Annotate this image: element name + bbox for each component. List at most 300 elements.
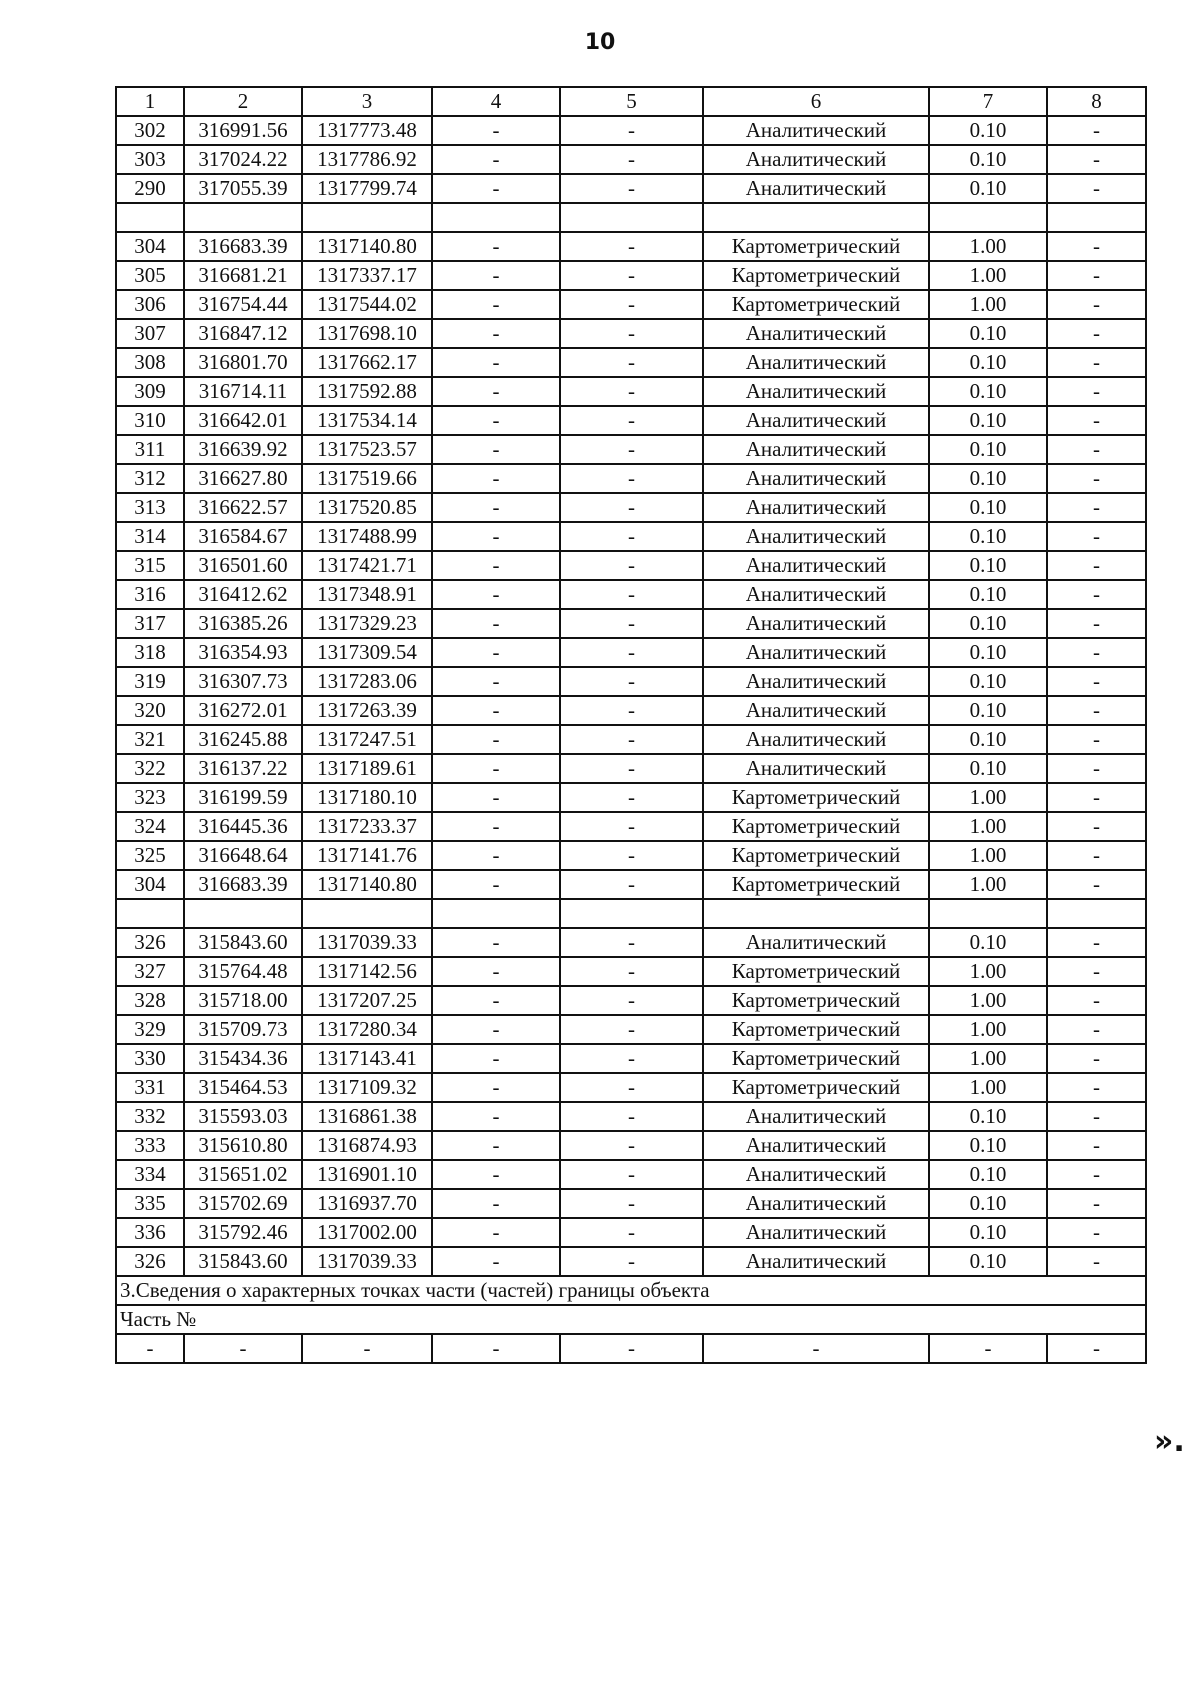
table-cell: - <box>1047 290 1146 319</box>
table-cell: - <box>1047 638 1146 667</box>
table-cell: 334 <box>116 1160 184 1189</box>
section-3-title-text: 3.Сведения о характерных точках части (частей) границы объекта <box>116 1276 1146 1305</box>
table-cell: - <box>432 1247 560 1276</box>
table-cell: - <box>560 1131 703 1160</box>
table-cell: - <box>1047 145 1146 174</box>
table-cell: 0.10 <box>929 754 1047 783</box>
table-cell: - <box>1047 841 1146 870</box>
table-cell: 1317180.10 <box>302 783 432 812</box>
table-cell <box>432 899 560 928</box>
table-cell: - <box>1047 348 1146 377</box>
table-cell: 1317140.80 <box>302 870 432 899</box>
table-cell: - <box>1047 116 1146 145</box>
table-cell: 311 <box>116 435 184 464</box>
table-cell: 316385.26 <box>184 609 302 638</box>
table-cell: 307 <box>116 319 184 348</box>
table-cell: 1317662.17 <box>302 348 432 377</box>
table-cell: 333 <box>116 1131 184 1160</box>
table-row <box>116 493 1146 522</box>
table-cell: 318 <box>116 638 184 667</box>
table-cell: 1317488.99 <box>302 522 432 551</box>
table-cell: 0.10 <box>929 174 1047 203</box>
table-cell: 0.10 <box>929 377 1047 406</box>
table-cell: Аналитический <box>703 609 929 638</box>
table-cell: - <box>1047 957 1146 986</box>
table-cell: 0.10 <box>929 725 1047 754</box>
table-cell: - <box>1047 551 1146 580</box>
table-cell: 305 <box>116 261 184 290</box>
table-cell: 326 <box>116 928 184 957</box>
table-cell <box>703 203 929 232</box>
table-cell: - <box>560 580 703 609</box>
table-cell: - <box>1047 319 1146 348</box>
table-cell: - <box>560 609 703 638</box>
table-cell: - <box>1047 812 1146 841</box>
table-row <box>116 580 1146 609</box>
table-cell: Аналитический <box>703 1218 929 1247</box>
table-row <box>116 145 1146 174</box>
table-cell: - <box>302 1334 432 1363</box>
table-cell: - <box>432 1218 560 1247</box>
table-cell: - <box>432 638 560 667</box>
table-cell: - <box>560 928 703 957</box>
table-cell: 1317309.54 <box>302 638 432 667</box>
table-cell: 304 <box>116 232 184 261</box>
table-cell: 329 <box>116 1015 184 1044</box>
table-row <box>116 609 1146 638</box>
table-cell: 317 <box>116 609 184 638</box>
table-cell: Аналитический <box>703 696 929 725</box>
table-cell: 0.10 <box>929 522 1047 551</box>
table-cell: 330 <box>116 1044 184 1073</box>
table-cell: - <box>432 290 560 319</box>
table-cell: - <box>560 116 703 145</box>
table-cell: - <box>432 754 560 783</box>
table-cell: - <box>432 1131 560 1160</box>
table-cell: 1317786.92 <box>302 145 432 174</box>
coordinates-table <box>115 86 1147 1364</box>
table-cell: 335 <box>116 1189 184 1218</box>
table-row <box>116 783 1146 812</box>
table-cell: Аналитический <box>703 551 929 580</box>
table-cell: 316199.59 <box>184 783 302 812</box>
section-3-title <box>116 1276 1146 1305</box>
table-cell: 314 <box>116 522 184 551</box>
table-cell: 1.00 <box>929 783 1047 812</box>
table-row <box>116 203 1146 232</box>
table-cell: - <box>432 1334 560 1363</box>
table-cell: 315764.48 <box>184 957 302 986</box>
table-cell: - <box>1047 580 1146 609</box>
table-cell: - <box>1047 377 1146 406</box>
table-cell: - <box>1047 1247 1146 1276</box>
table-cell <box>560 899 703 928</box>
table-cell: - <box>1047 986 1146 1015</box>
table-cell: - <box>432 319 560 348</box>
table-cell: Аналитический <box>703 174 929 203</box>
table-row <box>116 899 1146 928</box>
table-cell: 0.10 <box>929 667 1047 696</box>
table-cell: 306 <box>116 290 184 319</box>
table-cell: - <box>560 1073 703 1102</box>
table-cell: 8 <box>1047 87 1146 116</box>
table-cell: 316714.11 <box>184 377 302 406</box>
table-cell: - <box>1047 696 1146 725</box>
table-row <box>116 1189 1146 1218</box>
table-cell: - <box>1047 232 1146 261</box>
table-row <box>116 1015 1146 1044</box>
table-cell: - <box>432 812 560 841</box>
table-cell: Аналитический <box>703 1102 929 1131</box>
table-cell: 0.10 <box>929 464 1047 493</box>
table-cell: 1317329.23 <box>302 609 432 638</box>
table-cell: 315709.73 <box>184 1015 302 1044</box>
table-cell: Аналитический <box>703 667 929 696</box>
table-cell: 1317263.39 <box>302 696 432 725</box>
table-cell: 7 <box>929 87 1047 116</box>
table-cell: 326 <box>116 1247 184 1276</box>
table-cell: - <box>432 261 560 290</box>
table-cell: Картометрический <box>703 1044 929 1073</box>
table-cell: - <box>1047 1189 1146 1218</box>
table-cell: 1316937.70 <box>302 1189 432 1218</box>
table-cell: Аналитический <box>703 580 929 609</box>
table-cell: Аналитический <box>703 406 929 435</box>
table-cell: - <box>560 464 703 493</box>
table-row <box>116 638 1146 667</box>
table-cell: - <box>432 609 560 638</box>
table-cell: 1317002.00 <box>302 1218 432 1247</box>
table-cell: 316847.12 <box>184 319 302 348</box>
table-cell: 315792.46 <box>184 1218 302 1247</box>
table-cell: 1.00 <box>929 232 1047 261</box>
table-cell: 1317109.32 <box>302 1073 432 1102</box>
table-cell: 316681.21 <box>184 261 302 290</box>
table-cell: - <box>560 1015 703 1044</box>
table-cell: - <box>560 145 703 174</box>
table-cell: 323 <box>116 783 184 812</box>
table-cell: Картометрический <box>703 812 929 841</box>
table-cell: - <box>560 377 703 406</box>
table-cell: 315 <box>116 551 184 580</box>
table-cell: - <box>432 348 560 377</box>
table-cell: 321 <box>116 725 184 754</box>
table-body <box>116 87 1146 1363</box>
table-cell: 322 <box>116 754 184 783</box>
table-cell: - <box>432 116 560 145</box>
table-cell <box>929 899 1047 928</box>
table-row <box>116 1102 1146 1131</box>
table-row <box>116 464 1146 493</box>
table-cell: - <box>560 986 703 1015</box>
table-cell: Аналитический <box>703 319 929 348</box>
table-cell: - <box>560 1160 703 1189</box>
table-cell: - <box>560 551 703 580</box>
table-cell: - <box>1047 1334 1146 1363</box>
table-cell: - <box>1047 493 1146 522</box>
table-cell: Картометрический <box>703 290 929 319</box>
table-cell: 6 <box>703 87 929 116</box>
table-cell: 316683.39 <box>184 870 302 899</box>
table-cell: - <box>1047 928 1146 957</box>
table-cell: 304 <box>116 870 184 899</box>
table-cell: 336 <box>116 1218 184 1247</box>
table-cell: - <box>432 957 560 986</box>
table-row <box>116 754 1146 783</box>
table-row <box>116 1160 1146 1189</box>
table-cell: - <box>432 174 560 203</box>
table-cell: 3 <box>302 87 432 116</box>
table-cell: 316648.64 <box>184 841 302 870</box>
table-cell: 0.10 <box>929 580 1047 609</box>
table-cell: 319 <box>116 667 184 696</box>
table-cell: - <box>560 1044 703 1073</box>
table-cell: - <box>184 1334 302 1363</box>
table-cell: 312 <box>116 464 184 493</box>
table-cell: 5 <box>560 87 703 116</box>
table-cell: - <box>560 261 703 290</box>
table-cell: - <box>560 841 703 870</box>
table-cell: 310 <box>116 406 184 435</box>
table-cell: - <box>1047 1102 1146 1131</box>
table-cell: - <box>560 870 703 899</box>
table-cell: Аналитический <box>703 493 929 522</box>
table-cell: 2 <box>184 87 302 116</box>
table-cell: 290 <box>116 174 184 203</box>
table-row <box>116 261 1146 290</box>
table-row <box>116 957 1146 986</box>
table-cell: - <box>432 1044 560 1073</box>
table-cell: 313 <box>116 493 184 522</box>
table-cell: - <box>560 1247 703 1276</box>
table-cell: 1317233.37 <box>302 812 432 841</box>
table-cell: 331 <box>116 1073 184 1102</box>
table-cell: - <box>432 696 560 725</box>
table-cell: - <box>1047 1044 1146 1073</box>
table-cell: - <box>1047 464 1146 493</box>
table-cell: - <box>560 957 703 986</box>
table-cell: 1317519.66 <box>302 464 432 493</box>
table-cell: Картометрический <box>703 986 929 1015</box>
table-cell: - <box>560 348 703 377</box>
table-cell: 303 <box>116 145 184 174</box>
table-cell: 1317280.34 <box>302 1015 432 1044</box>
table-cell <box>432 203 560 232</box>
table-cell: 0.10 <box>929 1160 1047 1189</box>
table-cell: 315843.60 <box>184 1247 302 1276</box>
table-cell: 316683.39 <box>184 232 302 261</box>
table-cell: 0.10 <box>929 638 1047 667</box>
table-cell: - <box>1047 870 1146 899</box>
table-cell: - <box>560 1334 703 1363</box>
table-cell: 1317348.91 <box>302 580 432 609</box>
table-row <box>116 667 1146 696</box>
table-cell: 0.10 <box>929 1218 1047 1247</box>
table-cell: - <box>1047 174 1146 203</box>
table-cell: 1317039.33 <box>302 1247 432 1276</box>
table-cell: - <box>560 725 703 754</box>
table-cell: - <box>1047 522 1146 551</box>
table-cell: - <box>432 1015 560 1044</box>
table-cell: 1316874.93 <box>302 1131 432 1160</box>
table-cell: 317024.22 <box>184 145 302 174</box>
table-cell: - <box>432 406 560 435</box>
table-cell: 1317773.48 <box>302 116 432 145</box>
table-cell: - <box>1047 667 1146 696</box>
table-cell: - <box>560 232 703 261</box>
table-cell: 316 <box>116 580 184 609</box>
table-cell: 316272.01 <box>184 696 302 725</box>
table-cell: 316307.73 <box>184 667 302 696</box>
table-cell: 0.10 <box>929 928 1047 957</box>
table-row <box>116 986 1146 1015</box>
table-cell: 1.00 <box>929 841 1047 870</box>
table-cell: Аналитический <box>703 725 929 754</box>
table-cell: 316622.57 <box>184 493 302 522</box>
table-row <box>116 812 1146 841</box>
table-cell: - <box>1047 261 1146 290</box>
table-cell: - <box>432 377 560 406</box>
table-cell: 316754.44 <box>184 290 302 319</box>
table-cell: 1317337.17 <box>302 261 432 290</box>
table-cell: - <box>432 232 560 261</box>
table-cell: - <box>1047 1160 1146 1189</box>
table-row <box>116 841 1146 870</box>
part-label-text: Часть № <box>116 1305 1146 1334</box>
table-cell: - <box>560 406 703 435</box>
table-row <box>116 1044 1146 1073</box>
table-cell <box>116 203 184 232</box>
table-row <box>116 116 1146 145</box>
table-cell: 316642.01 <box>184 406 302 435</box>
table-cell: 0.10 <box>929 1189 1047 1218</box>
table-cell: - <box>1047 754 1146 783</box>
table-cell: - <box>560 174 703 203</box>
table-cell: 316501.60 <box>184 551 302 580</box>
table-cell: - <box>432 667 560 696</box>
table-cell: Аналитический <box>703 464 929 493</box>
table-cell: - <box>560 319 703 348</box>
table-cell: 1317520.85 <box>302 493 432 522</box>
table-cell: 315843.60 <box>184 928 302 957</box>
table-cell: Аналитический <box>703 348 929 377</box>
table-cell <box>116 899 184 928</box>
table-cell: 302 <box>116 116 184 145</box>
table-cell: Аналитический <box>703 928 929 957</box>
table-cell: - <box>1047 435 1146 464</box>
table-cell: Аналитический <box>703 1160 929 1189</box>
table-cell: Аналитический <box>703 145 929 174</box>
table-cell: 325 <box>116 841 184 870</box>
table-cell: 1317189.61 <box>302 754 432 783</box>
table-row <box>116 551 1146 580</box>
table-cell: 1.00 <box>929 1044 1047 1073</box>
table-cell: - <box>560 435 703 464</box>
table-cell: 316245.88 <box>184 725 302 754</box>
table-cell <box>929 203 1047 232</box>
table-cell: 308 <box>116 348 184 377</box>
table-cell: - <box>432 928 560 957</box>
page-number: 10 <box>584 30 616 55</box>
table-cell: - <box>432 580 560 609</box>
table-cell: - <box>432 986 560 1015</box>
table-cell <box>1047 203 1146 232</box>
table-cell: - <box>560 696 703 725</box>
table-cell: - <box>432 1160 560 1189</box>
table-cell: - <box>432 493 560 522</box>
table-cell: - <box>432 145 560 174</box>
table-cell: Аналитический <box>703 116 929 145</box>
table-cell: 1.00 <box>929 1073 1047 1102</box>
table-cell: 332 <box>116 1102 184 1131</box>
table-cell <box>302 899 432 928</box>
table-cell: 1317592.88 <box>302 377 432 406</box>
table-cell: 0.10 <box>929 435 1047 464</box>
table-cell: - <box>432 841 560 870</box>
table-cell: 316639.92 <box>184 435 302 464</box>
table-row <box>116 1218 1146 1247</box>
table-cell: - <box>560 754 703 783</box>
table-cell: 1317143.41 <box>302 1044 432 1073</box>
table-cell: - <box>560 1189 703 1218</box>
table-row <box>116 406 1146 435</box>
table-cell: Картометрический <box>703 841 929 870</box>
table-cell: 1317247.51 <box>302 725 432 754</box>
table-cell: 1317140.80 <box>302 232 432 261</box>
table-cell: - <box>1047 725 1146 754</box>
table-row <box>116 725 1146 754</box>
table-row <box>116 1131 1146 1160</box>
table-row <box>116 174 1146 203</box>
table-cell <box>184 899 302 928</box>
table-row <box>116 319 1146 348</box>
table-cell <box>184 203 302 232</box>
table-cell: Картометрический <box>703 957 929 986</box>
table-cell: 1.00 <box>929 957 1047 986</box>
table-cell: - <box>1047 1073 1146 1102</box>
table-cell: 1317142.56 <box>302 957 432 986</box>
table-cell: 0.10 <box>929 493 1047 522</box>
table-row <box>116 377 1146 406</box>
table-cell: 316412.62 <box>184 580 302 609</box>
table-cell <box>1047 899 1146 928</box>
table-cell: 1.00 <box>929 812 1047 841</box>
table-cell: 1 <box>116 87 184 116</box>
table-cell: 0.10 <box>929 1131 1047 1160</box>
table-cell: 1317207.25 <box>302 986 432 1015</box>
table-cell: 1.00 <box>929 261 1047 290</box>
table-cell: 315610.80 <box>184 1131 302 1160</box>
table-cell: 316445.36 <box>184 812 302 841</box>
table-cell: 328 <box>116 986 184 1015</box>
table-cell: - <box>703 1334 929 1363</box>
table-row <box>116 870 1146 899</box>
table-cell: - <box>1047 1131 1146 1160</box>
table-cell: Картометрический <box>703 261 929 290</box>
table-cell: 1317039.33 <box>302 928 432 957</box>
table-cell: Аналитический <box>703 377 929 406</box>
table-cell: - <box>1047 1218 1146 1247</box>
table-cell: 0.10 <box>929 406 1047 435</box>
table-cell: 327 <box>116 957 184 986</box>
table-cell: 1.00 <box>929 1015 1047 1044</box>
table-cell: 1317534.14 <box>302 406 432 435</box>
table-cell: 315651.02 <box>184 1160 302 1189</box>
table-cell: - <box>432 435 560 464</box>
table-cell: 316354.93 <box>184 638 302 667</box>
table-cell: 316801.70 <box>184 348 302 377</box>
table-cell: Аналитический <box>703 1189 929 1218</box>
